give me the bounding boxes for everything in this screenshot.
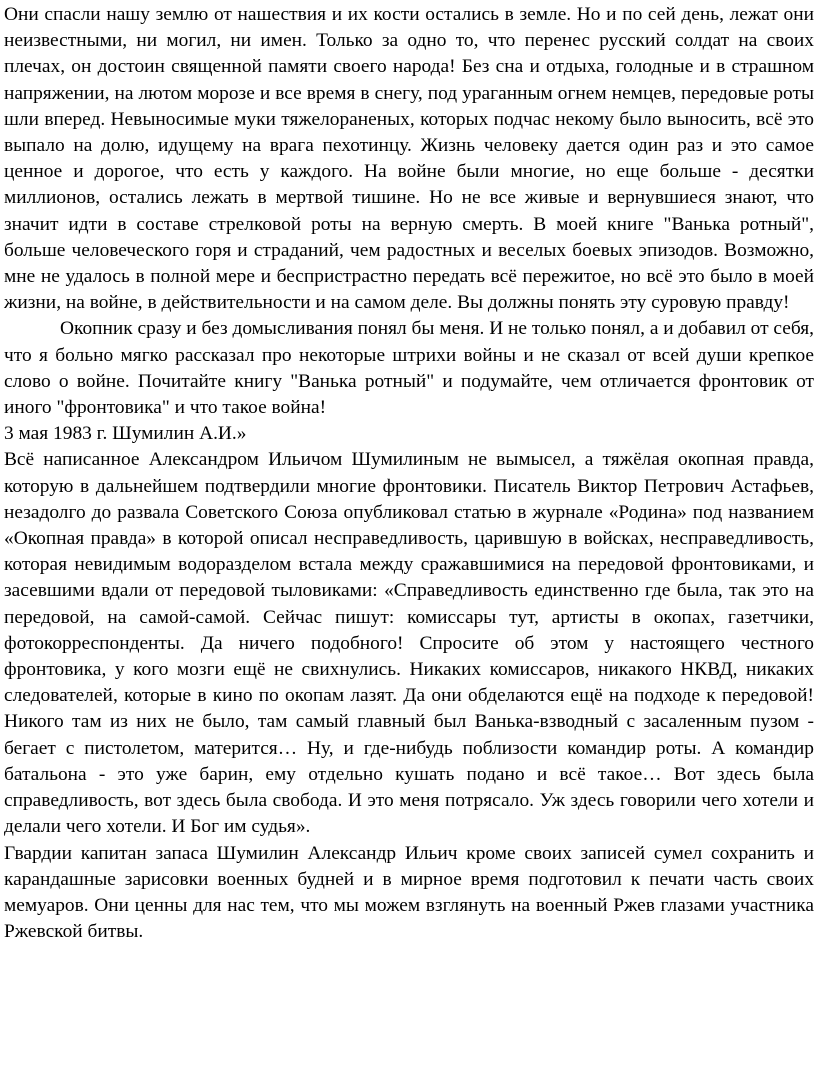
paragraph-astafiev: Всё написанное Александром Ильичом Шумилиным не вымысел, а тяжёлая окопная правда, которую в дальнейшем подтвердили многие фронтовики. Писатель Виктор Петрович Астафьев, незадолго до развала Советского Союза опубликовал статью в журнале «Родина» под названием «Окопная правда» в которой описал несправедливость, царившую в войсках, несправедливость, которая невидимым водоразделом встала между сражавшимися на передовой фронтовиками, и засевшими вдали от передовой тыловиками: «Справедливость единственно где была, так это на передовой, на самой-самой. Сейчас пишут: комиссары тут, артисты в окопах, газетчики, фотокорреспонденты. Да ничего подобного! Спросите об этом у настоящего честного фронтовика, у кого мозги ещё не свихнулись. Никаких комиссаров, никакого НКВД, никаких следователей, которые в кино по окопам лазят. Да они обделаются ещё на подходе к передовой! Никого там из них не было, там самый главный был Ванька-взводный с засаленным пузом - бегает с пистолетом, матерится… Ну, и где-нибудь поблизости командир роты. А командир батальона - это уже барин, ему отдельно кушать подано и всё такое… Вот здесь была справедливость, вот здесь была свобода. И это меня потрясало. Уж здесь говорили чего хотели и делали чего хотели. И Бог им судья». [4, 449, 814, 838]
paragraph-signature-date: 3 мая 1983 г. Шумилин А.И.» [4, 423, 247, 445]
paragraph-intro: Они спасли нашу землю от нашествия и их кости остались в земле. Но и по сей день, лежат они неизвестными, ни могил, ни имен. Только за одно то, что перенес русский солдат на своих плечах, он достоин священной памяти своего народа! Без сна и отдыха, голодные и в страшном напряжении, на лютом морозе и все время в снегу, под ураганным огнем немцев, передовые роты шли вперед. Невыносимые муки тяжелораненых, которых подчас некому было выносить, всё это выпало на долю, идущему на врага пехотинцу. Жизнь человеку дается один раз и это самое ценное и дорогое, что есть у каждого. На войне были многие, но еще больше - десятки миллионов, остались лежать в мертвой тишине. Но не все живые и вернувшиеся знают, что значит идти в составе стрелковой роты на верную смерть. В моей книге "Ванька ротный", больше человеческого горя и страданий, чем радостных и веселых боевых эпизодов. Возможно, мне не удалось в полной мере и беспристрастно передать всё пережитое, но всё это было в моей жизни, на войне, в действительности и на самом деле. Вы должны понять эту суровую правду! [4, 4, 814, 314]
paragraph-okopnik: Окопник сразу и без домысливания понял бы меня. И не только понял, а и добавил от себя, что я больно мягко рассказал про некоторые штрихи войны и не сказал от всей души крепкое слово о войне. Почитайте книгу "Ванька ротный" и подумайте, чем отличается фронтовик от иного "фронтовика" и что такое война! [4, 318, 814, 419]
paragraph-conclusion: Гвардии капитан запаса Шумилин Александр Ильич кроме своих записей сумел сохранить и карандашные зарисовки военных будней и в мирное время подготовил к печати часть своих мемуаров. Они ценны для нас тем, что мы можем взглянуть на военный Ржев глазами участника Ржевской битвы. [4, 842, 814, 943]
